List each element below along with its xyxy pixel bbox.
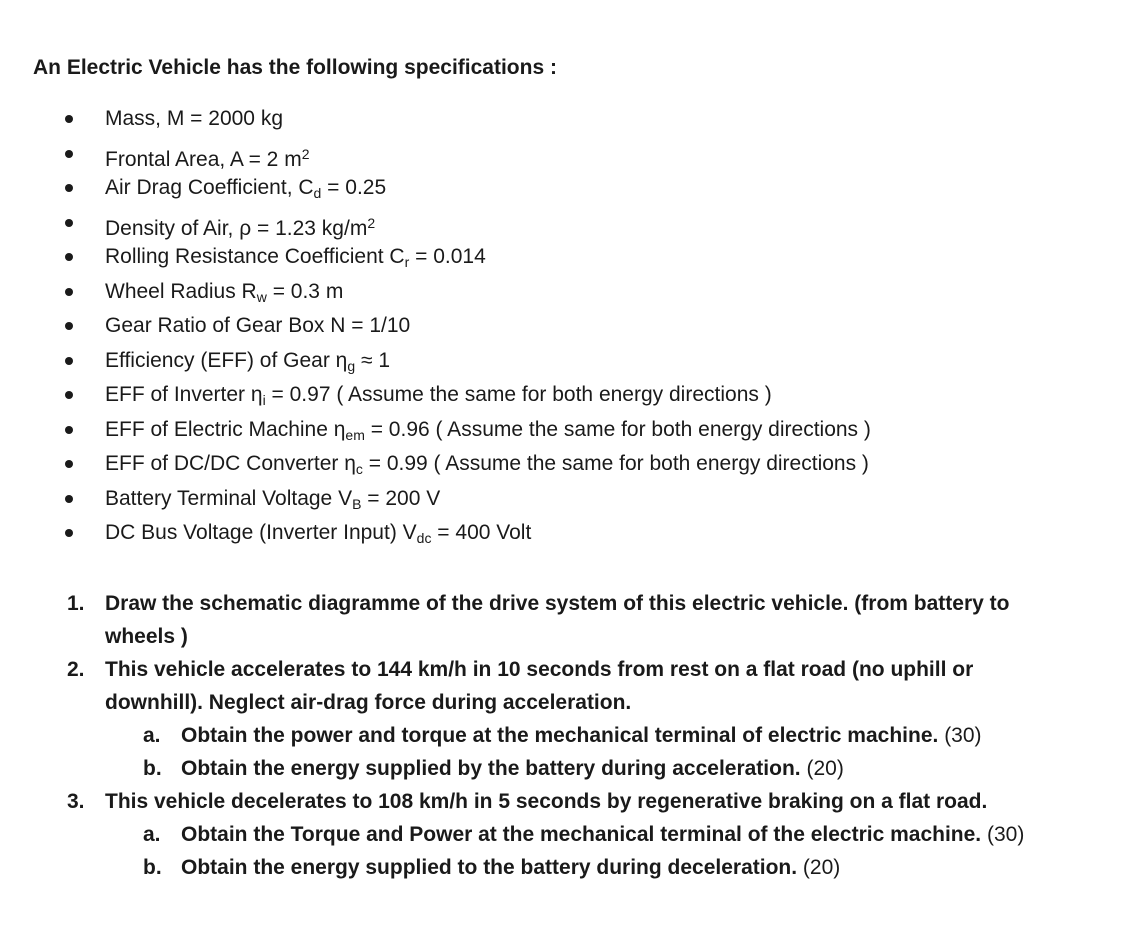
- spec-value: ≈ 1: [355, 348, 391, 372]
- spec-item: [0, 139, 1125, 174]
- spec-text: [105, 277, 343, 312]
- spec-item: [0, 311, 1125, 346]
- bullet-icon: [65, 184, 73, 192]
- spec-item: [0, 277, 1125, 312]
- sub-question-item: [0, 818, 1125, 851]
- sub-question-letter: b.: [143, 856, 162, 879]
- spec-item: [0, 346, 1125, 381]
- spec-item: [0, 104, 1125, 139]
- spec-label: Mass, M = 2000 kg: [105, 107, 283, 130]
- spec-superscript: 2: [367, 214, 376, 231]
- sub-question-item: [0, 752, 1125, 785]
- spec-label: Density of Air, ρ = 1.23 kg/m: [105, 216, 368, 240]
- spec-text: [105, 173, 386, 208]
- sub-question-text: Obtain the energy supplied by the battery during acceleration.: [181, 757, 807, 780]
- bullet-icon: [65, 529, 73, 537]
- sub-question-text: Obtain the Torque and Power at the mechanical terminal of the electric machine.: [181, 823, 987, 846]
- spec-value: = 400 Volt: [431, 521, 532, 544]
- spec-label: Battery Terminal Voltage V: [105, 486, 353, 510]
- spec-value: = 0.014: [409, 245, 486, 268]
- spec-subscript: dc: [416, 530, 432, 546]
- spec-label: Efficiency (EFF) of Gear η: [105, 348, 348, 372]
- spec-text: [105, 415, 871, 450]
- marks-label: (30): [986, 823, 1025, 846]
- question-number: 1.: [67, 592, 85, 615]
- spec-label: EFF of Electric Machine η: [105, 417, 346, 441]
- spec-item: [0, 518, 1125, 553]
- spec-item: [0, 380, 1125, 415]
- bullet-icon: [65, 288, 73, 296]
- bullet-icon: [65, 357, 73, 365]
- question-number: 3.: [67, 790, 85, 813]
- bullet-icon: [65, 426, 73, 434]
- spec-text: [105, 208, 375, 244]
- sub-question-item: [0, 719, 1125, 752]
- spec-text: [105, 484, 440, 519]
- spec-label: Wheel Radius R: [105, 279, 257, 303]
- sub-question-letter: a.: [143, 823, 161, 846]
- specifications-list: [0, 104, 1125, 553]
- spec-value: = 0.96 ( Assume the same for both energy directions ): [364, 417, 871, 441]
- spec-subscript: g: [347, 357, 356, 374]
- bullet-icon: [65, 322, 73, 330]
- bullet-icon: [65, 219, 73, 227]
- spec-item: [0, 173, 1125, 208]
- spec-label: EFF of DC/DC Converter η: [105, 452, 356, 475]
- bullet-icon: [65, 391, 73, 399]
- spec-text: [105, 139, 310, 175]
- spec-subscript: B: [352, 495, 362, 512]
- marks-label: (30): [944, 724, 982, 747]
- spec-subscript: r: [404, 254, 410, 270]
- question-item: [0, 653, 1125, 719]
- spec-text: [105, 449, 869, 484]
- question-item: [0, 785, 1125, 818]
- spec-text: [105, 311, 410, 341]
- spec-item: [0, 242, 1125, 277]
- spec-text: [105, 518, 531, 553]
- spec-label: EFF of Inverter η: [105, 383, 263, 406]
- spec-item: [0, 415, 1125, 450]
- spec-text: [105, 380, 772, 415]
- question-item: [0, 587, 1125, 653]
- question-text: This vehicle decelerates to 108 km/h in 5 seconds by regenerative braking on a flat road.: [105, 790, 988, 813]
- spec-text: [105, 104, 283, 134]
- marks-label: (20): [806, 757, 844, 780]
- spec-value: = 200 V: [361, 486, 441, 510]
- bullet-icon: [65, 150, 73, 158]
- spec-label: Air Drag Coefficient, C: [105, 176, 314, 199]
- spec-subscript: c: [355, 461, 363, 477]
- sub-question-letter: a.: [143, 724, 161, 747]
- spec-label: DC Bus Voltage (Inverter Input) V: [105, 521, 417, 544]
- bullet-icon: [65, 253, 73, 261]
- spec-subscript: em: [345, 426, 365, 443]
- bullet-icon: [65, 495, 73, 503]
- spec-item: [0, 208, 1125, 243]
- spec-value: = 0.97 ( Assume the same for both energy directions ): [265, 383, 772, 406]
- spec-subscript: w: [256, 288, 267, 305]
- question-text: This vehicle accelerates to 144 km/h in 10 seconds from rest on a flat road (no uphill or downhill). Neglect air-drag force during acceleration.: [105, 658, 974, 714]
- spec-superscript: 2: [301, 145, 310, 162]
- spec-label: Frontal Area, A = 2 m: [105, 147, 302, 171]
- document-title: An Electric Vehicle has the following specifications :: [33, 56, 557, 79]
- spec-label: Rolling Resistance Coefficient C: [105, 245, 405, 268]
- spec-subscript: i: [262, 392, 266, 408]
- spec-value: = 0.99 ( Assume the same for both energy directions ): [362, 452, 869, 475]
- spec-text: [105, 242, 486, 277]
- sub-question-text: Obtain the energy supplied to the battery during deceleration.: [181, 856, 803, 879]
- questions-list: [0, 587, 1125, 884]
- question-number: 2.: [67, 658, 85, 681]
- sub-question-item: [0, 851, 1125, 884]
- question-text: Draw the schematic diagramme of the drive system of this electric vehicle. (from battery to wheels ): [105, 592, 1010, 648]
- spec-subscript: d: [313, 185, 322, 201]
- spec-item: [0, 484, 1125, 519]
- sub-question-text: Obtain the power and torque at the mechanical terminal of electric machine.: [181, 724, 945, 747]
- spec-value: = 0.25: [321, 176, 387, 199]
- spec-label: Gear Ratio of Gear Box N = 1/10: [105, 314, 411, 337]
- spec-text: [105, 346, 390, 381]
- sub-question-letter: b.: [143, 757, 162, 780]
- spec-item: [0, 449, 1125, 484]
- spec-value: = 0.3 m: [266, 279, 344, 303]
- bullet-icon: [65, 115, 73, 123]
- marks-label: (20): [802, 856, 841, 879]
- bullet-icon: [65, 460, 73, 468]
